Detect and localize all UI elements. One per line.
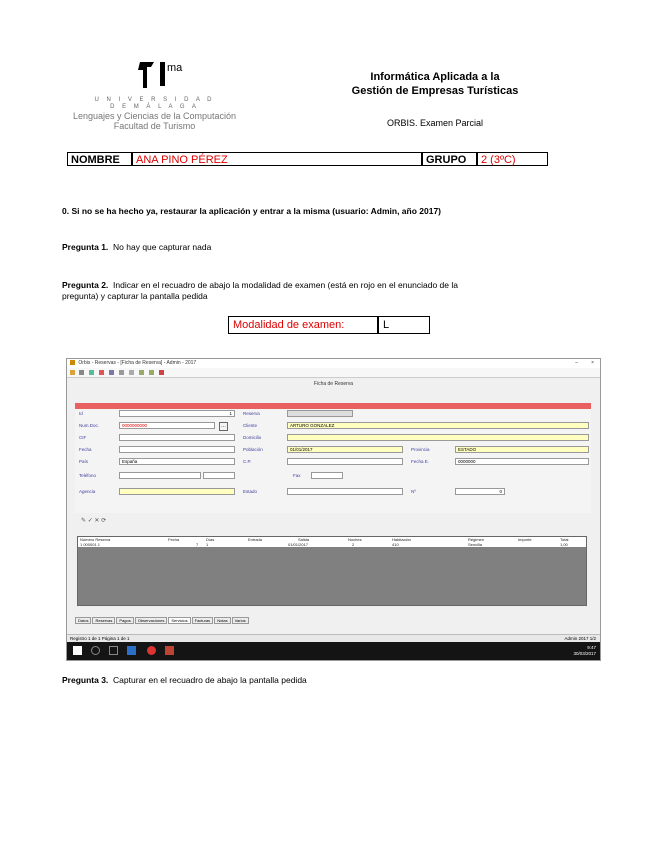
first-record-icon[interactable] [70, 370, 75, 375]
id-label: Id [79, 411, 83, 416]
university-name-line-2: D E M Á L A G A [110, 104, 199, 110]
grid-header: Número Reserva Fecha Días Entrada Salida Noches Habitación Régimen Importe Total [78, 537, 586, 542]
remove-line-icon[interactable]: ✕ [94, 518, 100, 524]
question-0: 0. Si no se ha hecho ya, restaurar la aplicación y entrar a la misma (usuario: Admin, año 2017) [62, 206, 442, 216]
date-label: Fecha [79, 447, 92, 452]
search-icon[interactable] [91, 646, 100, 655]
state-label: Estado [243, 489, 258, 494]
department-name: Lenguajes y Ciencias de la Computación [72, 111, 237, 121]
svg-text:ma: ma [166, 62, 182, 74]
form-tabs [75, 617, 250, 624]
city-label: Población [243, 447, 263, 452]
client-label: Cliente [243, 423, 258, 428]
status-bar: Registro 1 de 1 Página 1 de 1 Admin 2017 1/2 [67, 634, 600, 642]
student-info-row [67, 152, 548, 167]
province-field[interactable]: ESTADO [455, 446, 589, 453]
previous-icon[interactable] [139, 370, 144, 375]
address-label: Domicilio [243, 435, 262, 440]
reserva-field[interactable] [287, 410, 353, 417]
tab-notas[interactable]: Notas [214, 617, 230, 624]
id-field[interactable]: 1 [119, 410, 235, 417]
question-3: Pregunta 3. Capturar en el recuadro de abajo la pantalla pedida [62, 675, 307, 685]
minimize-icon[interactable]: – [575, 360, 578, 366]
browser-icon[interactable] [147, 646, 156, 655]
tab-servicios[interactable]: Servicios [168, 617, 190, 624]
reserva-label: Reserva [243, 411, 260, 416]
group-label: GRUPO [422, 152, 477, 166]
tab-reservas[interactable]: Reservas [92, 617, 115, 624]
phone-label: Teléfono [79, 473, 97, 478]
cif-label: CIF [79, 435, 87, 440]
table-row[interactable]: 1 000001 1 7 1 01/01/2017 2 410 Sencilla 1,00 [78, 542, 586, 547]
agency-field[interactable] [119, 488, 235, 495]
window-titlebar: Orbis - Reservas - [Ficha de Reserva] - Admin - 2017 – × [67, 359, 600, 368]
application-screenshot [66, 358, 601, 661]
form-title: Ficha de Reserva [313, 381, 354, 387]
zip-label: C.P. [243, 459, 252, 464]
delete-icon[interactable] [99, 370, 104, 375]
start-icon[interactable] [73, 646, 82, 655]
zip-field[interactable] [287, 458, 403, 465]
reservation-form [75, 403, 591, 513]
num-field[interactable]: 0 [455, 488, 505, 495]
city-field[interactable]: 01/01/2017 [287, 446, 403, 453]
fax-label: Fax [293, 473, 301, 478]
save-icon[interactable] [79, 370, 84, 375]
num-label: Nº [411, 489, 416, 494]
app-icon [70, 360, 75, 365]
country-select[interactable]: España [119, 458, 235, 465]
print-icon[interactable] [109, 370, 114, 375]
orbis-app-icon[interactable] [165, 646, 174, 655]
client-field[interactable]: ARTURO GONZALEZ [287, 422, 589, 429]
exit-icon[interactable] [159, 370, 164, 375]
search-icon[interactable] [119, 370, 124, 375]
tab-pagos[interactable]: Pagos [116, 617, 133, 624]
doc-label: Num.Doc. [79, 423, 100, 428]
filter-icon[interactable] [129, 370, 134, 375]
reservation-number-field[interactable]: 0000000000 [119, 422, 215, 429]
date-field[interactable] [119, 446, 235, 453]
explorer-icon[interactable] [127, 646, 136, 655]
entry-date-field[interactable]: 0000000 [455, 458, 589, 465]
fax-field[interactable] [311, 472, 343, 479]
group-field[interactable]: 2 (3ºC) [477, 152, 548, 166]
sub-toolbar [81, 517, 106, 524]
question-1: Pregunta 1. No hay que capturar nada [62, 242, 212, 252]
new-line-icon[interactable]: ✎ [81, 518, 87, 524]
course-title: Informática Aplicada a la Gestión de Empresas Turísticas [351, 71, 519, 97]
state-select[interactable] [287, 488, 403, 495]
faculty-name: Facultad de Turismo [113, 121, 196, 131]
university-logo-icon [120, 58, 190, 92]
tab-facturas[interactable]: Facturas [192, 617, 214, 624]
next-icon[interactable] [149, 370, 154, 375]
exam-mode-label: Modalidad de examen: [228, 316, 378, 334]
university-name-line-1: U N I V E R S I D A D [94, 97, 215, 103]
phone2-field[interactable] [203, 472, 235, 479]
close-icon[interactable]: × [591, 360, 594, 366]
cif-field[interactable] [119, 434, 235, 441]
address-field[interactable] [287, 434, 589, 441]
name-field[interactable]: ANA PINO PÉREZ [132, 152, 422, 166]
phone-field[interactable] [119, 472, 201, 479]
add-icon[interactable] [89, 370, 94, 375]
task-view-icon[interactable] [109, 646, 118, 655]
question-2: Pregunta 2. Indicar en el recuadro de abajo la modalidad de examen (está en rojo en el enunciado de la pregunta) y capturar la pantalla pedida [62, 280, 458, 301]
entry-date-label: Fecha E. [411, 459, 430, 464]
toolbar [67, 368, 600, 378]
tab-observaciones[interactable]: Observaciones [135, 617, 168, 624]
university-logo [62, 58, 247, 131]
exam-mode-box [228, 316, 430, 334]
edit-line-icon[interactable]: ✓ [87, 518, 93, 524]
refresh-icon[interactable]: ⟳ [101, 518, 107, 524]
tab-datos[interactable]: Datos [75, 617, 91, 624]
agency-label: Agencia [79, 489, 96, 494]
taskbar [67, 642, 600, 660]
exam-title: ORBIS. Examen Parcial [386, 118, 484, 128]
reservation-lines-grid [77, 536, 587, 606]
name-label: NOMBRE [67, 152, 132, 166]
system-clock: 9:47 30/03/2017 [573, 645, 596, 656]
province-label: Provincia [411, 447, 430, 452]
exam-mode-field[interactable]: L [378, 316, 430, 334]
country-label: País [79, 459, 89, 464]
tab-varios[interactable]: Varios [232, 617, 249, 624]
lookup-icon[interactable]: … [221, 423, 226, 429]
